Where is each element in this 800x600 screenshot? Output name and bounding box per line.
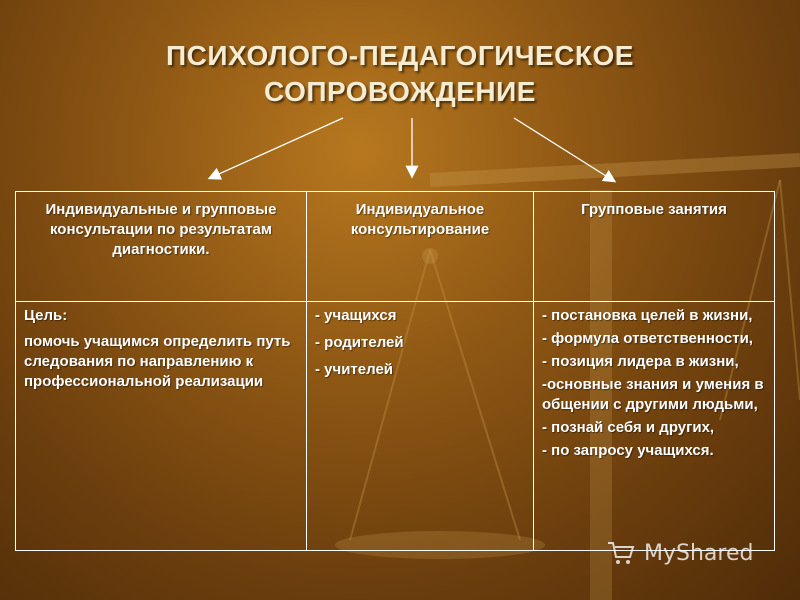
table-body-row <box>16 302 775 551</box>
watermark <box>606 540 753 566</box>
watermark-text: MyShared <box>644 540 754 566</box>
arrow-left <box>210 118 343 178</box>
list-item: -основные знания и умения в общении с другими людьми, <box>542 376 764 413</box>
table-header-row <box>16 192 775 302</box>
list-item: - познай себя и других, <box>542 419 715 436</box>
support-table <box>15 191 775 551</box>
header-cell-3: Групповые занятия <box>534 192 775 302</box>
list-item: - учащихся <box>315 307 397 324</box>
goal-label: Цель: <box>24 307 68 324</box>
arrow-right <box>514 118 614 181</box>
header-cell-2: Индивидуальное консультирование <box>307 192 534 302</box>
list-item: - позиция лидера в жизни, <box>542 353 739 370</box>
goal-cell <box>16 302 307 551</box>
audience-cell <box>307 302 534 551</box>
title-line-1: ПСИХОЛОГО-ПЕДАГОГИЧЕСКОЕ <box>166 40 634 71</box>
title-line-2: СОПРОВОЖДЕНИЕ <box>264 76 536 107</box>
list-item: - родителей <box>315 334 404 351</box>
list-item: - формула ответственности, <box>542 330 753 347</box>
list-item: - учителей <box>315 361 394 378</box>
goal-text: помочь учащимся определить путь следования по направлению к профессиональной реализации <box>24 333 291 390</box>
list-item: - постановка целей в жизни, <box>542 307 753 324</box>
topics-cell <box>534 302 775 551</box>
list-item: - по запросу учащихся. <box>542 442 714 459</box>
header-cell-1: Индивидуальные и групповые консультации по результатам диагностики. <box>16 192 307 302</box>
cart-icon <box>606 540 636 566</box>
